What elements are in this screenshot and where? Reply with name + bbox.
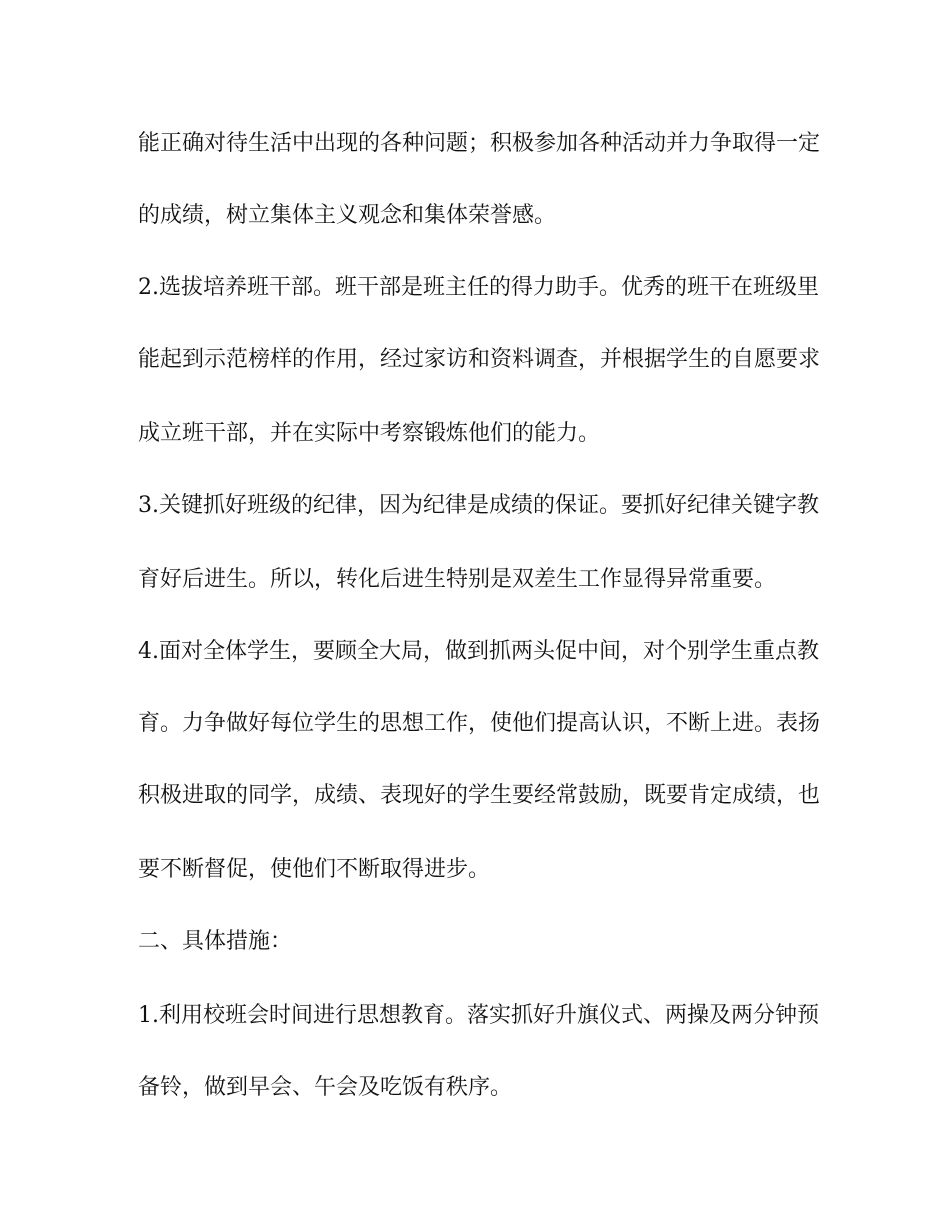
text-line: 1.利用校班会时间进行思想教育。落实抓好升旗仪式、两操及两分钟预 xyxy=(138,1003,819,1028)
text-line: 成立班干部，并在实际中考察锻炼他们的能力。 xyxy=(138,421,601,446)
text-line: 4.面对全体学生，要顾全大局，做到抓两头促中间，对个别学生重点教 xyxy=(138,639,819,664)
text-line: 育。力争做好每位学生的思想工作，使他们提高认识，不断上进。表扬 xyxy=(138,711,821,736)
text-line: 积极进取的同学，成绩、表现好的学生要经常鼓励，既要肯定成绩，也 xyxy=(138,783,821,808)
text-line: 育好后进生。所以，转化后进生特别是双差生工作显得异常重要。 xyxy=(138,567,777,592)
text-line: 要不断督促，使他们不断取得进步。 xyxy=(138,857,491,882)
text-line: 备铃，做到早会、午会及吃饭有秩序。 xyxy=(138,1075,513,1100)
text-line: 能起到示范榜样的作用，经过家访和资料调查，并根据学生的自愿要求 xyxy=(138,347,821,372)
text-line: 的成绩，树立集体主义观念和集体荣誉感。 xyxy=(138,203,557,228)
text-line: 能正确对待生活中出现的各种问题；积极参加各种活动并力争取得一定 xyxy=(138,131,821,156)
text-line: 3.关键抓好班级的纪律，因为纪律是成绩的保证。要抓好纪律关键字教 xyxy=(138,493,819,518)
text-line: 2.选拔培养班干部。班干部是班主任的得力助手。优秀的班干在班级里 xyxy=(138,275,819,300)
section-heading: 二、具体措施： xyxy=(138,929,293,954)
